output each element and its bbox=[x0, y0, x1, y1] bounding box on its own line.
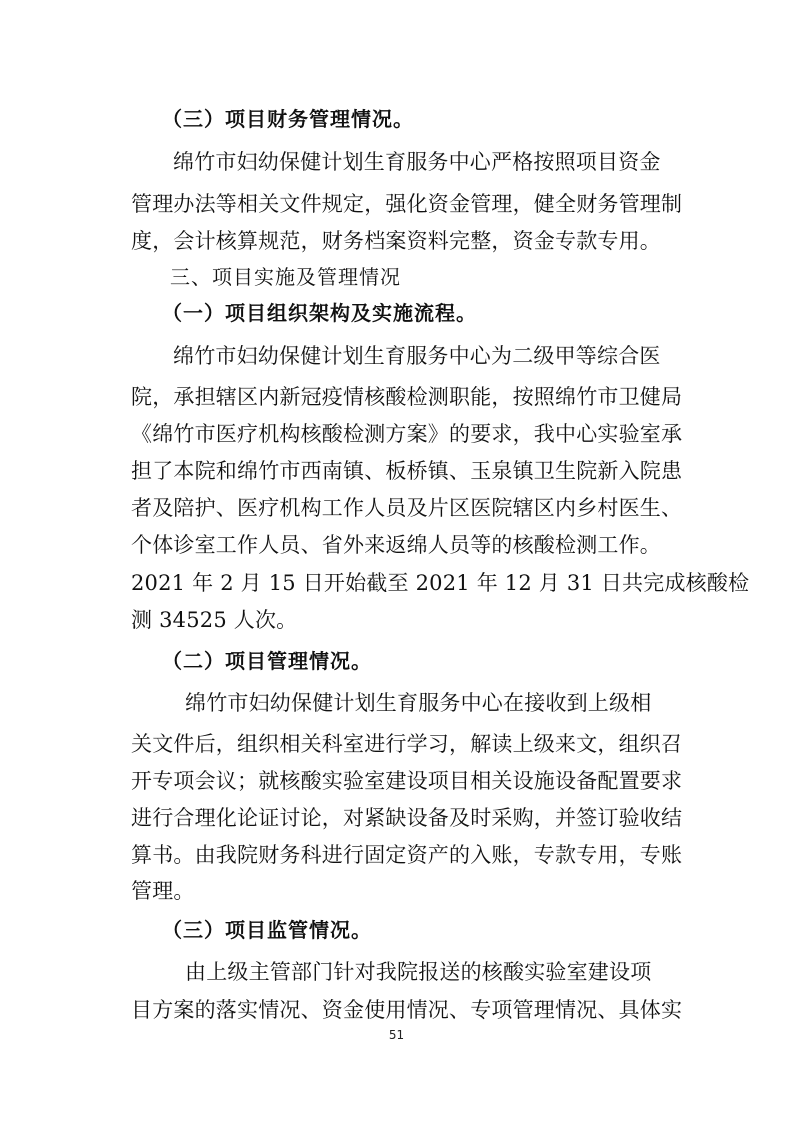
paragraph-line: 2021 年 2 月 15 日开始截至 2021 年 12 月 31 日共完成核酸检 bbox=[131, 571, 750, 595]
heading-project-supervision: （三）项目监管情况。 bbox=[162, 918, 372, 942]
paragraph-line: 算书。由我院财务科进行固定资产的入账，专款专用，专账 bbox=[131, 843, 683, 867]
section-heading-implementation: 三、项目实施及管理情况 bbox=[170, 265, 401, 289]
paragraph-line: 进行合理化论证讨论，对紧缺设备及时采购，并签订验收结 bbox=[131, 806, 683, 830]
paragraph-line: 院，承担辖区内新冠疫情核酸检测职能，按照绵竹市卫健局 bbox=[131, 385, 683, 409]
paragraph-line: 绵竹市妇幼保健计划生育服务中心为二级甲等综合医 bbox=[173, 344, 661, 368]
paragraph-line: 个体诊室工作人员、省外来返绵人员等的核酸检测工作。 bbox=[131, 533, 661, 557]
paragraph-line: 管理办法等相关文件规定，强化资金管理，健全财务管理制 bbox=[131, 192, 683, 216]
paragraph-line: 者及陪护、医疗机构工作人员及片区医院辖区内乡村医生、 bbox=[131, 496, 683, 520]
paragraph-line: 度，会计核算规范，财务档案资料完整，资金专款专用。 bbox=[131, 229, 661, 253]
paragraph-line: 由上级主管部门针对我院报送的核酸实验室建设项 bbox=[185, 960, 652, 984]
paragraph-line: 绵竹市妇幼保健计划生育服务中心严格按照项目资金 bbox=[173, 150, 661, 174]
paragraph-line: 开专项会议；就核酸实验室建设项目相关设施设备配置要求 bbox=[131, 769, 683, 793]
paragraph-line: 绵竹市妇幼保健计划生育服务中心在接收到上级相 bbox=[185, 691, 652, 715]
paragraph-line: 目方案的落实情况、资金使用情况、专项管理情况、具体实 bbox=[131, 998, 683, 1022]
paragraph-line: 关文件后，组织相关科室进行学习，解读上级来文，组织召 bbox=[131, 732, 683, 756]
paragraph-line: 《绵竹市医疗机构核酸检测方案》的要求，我中心实验室承 bbox=[131, 422, 683, 446]
paragraph-line: 管理。 bbox=[131, 879, 195, 903]
paragraph-line: 测 34525 人次。 bbox=[131, 608, 298, 632]
page-number: 51 bbox=[388, 1028, 405, 1042]
paragraph-line: 担了本院和绵竹市西南镇、板桥镇、玉泉镇卫生院新入院患 bbox=[131, 459, 683, 483]
heading-project-management: （二）项目管理情况。 bbox=[162, 649, 372, 673]
heading-financial-management: （三）项目财务管理情况。 bbox=[162, 107, 414, 131]
heading-organization-structure: （一）项目组织架构及实施流程。 bbox=[162, 301, 477, 325]
